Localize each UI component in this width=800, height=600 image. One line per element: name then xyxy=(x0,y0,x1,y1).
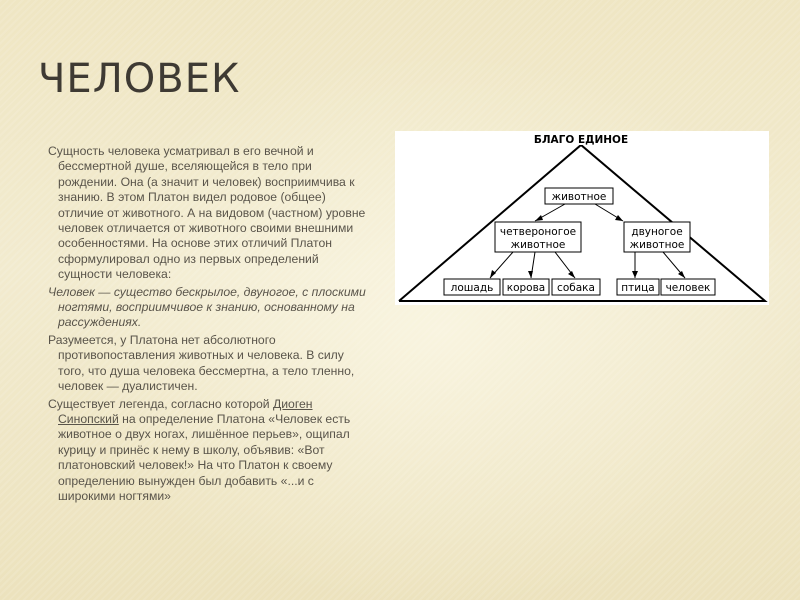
node-horse-label: лошадь xyxy=(450,282,494,294)
node-fourlegged-label-2: животное xyxy=(510,239,566,251)
node-animal-label: животное xyxy=(551,191,607,203)
node-twolegged-label-1: двуногое xyxy=(631,226,683,238)
arrowhead-fourlegged xyxy=(535,215,543,221)
paragraph-dualism xyxy=(48,333,368,395)
paragraph-essence xyxy=(48,144,368,283)
top-label: БЛАГО ЕДИНОЕ xyxy=(533,134,629,146)
arrowhead-bird xyxy=(632,271,638,278)
hierarchy-diagram xyxy=(395,131,769,305)
paragraph-legend-start: Существует легенда, согласно которой xyxy=(48,396,273,411)
node-dog-label: собака xyxy=(557,282,595,294)
node-twolegged-label-2: животное xyxy=(629,239,685,251)
paragraph-legend-end: на определение Платона «Человек есть животное о двух ногах, лишённое перьев», ощипал курицу и принёс к нему в школу, объявив: «Вот платоновский человек!» На что Платон к своему определению вынужден был добавить «...и с широкими ногтями» xyxy=(58,411,351,503)
arrowhead-dog xyxy=(568,271,575,278)
node-cow-label: корова xyxy=(506,282,546,294)
paragraph-essence-text: Сущность человека усматривал в его вечной и бессмертной душе, вселяющейся в тело при рождении. Она (а значит и человек) восприимчива к знанию. В этом Платон видел родовое (общее) отличие от животного. А на видовом (частном) уровне человек отличается от животного своими внешними особенностями. На основе этих отличий Платон сформулировал одно из первых определений сущности человека: xyxy=(48,144,366,282)
slide-title: ЧЕЛОВЕК xyxy=(38,56,241,102)
arrowhead-cow xyxy=(528,271,533,278)
hierarchy-diagram-svg xyxy=(395,131,769,305)
node-fourlegged-label-1: четвероногое xyxy=(499,226,577,238)
definition-quote-text: Человек — существо бескрылое, двуногое, с плоскими ногтями, восприимчивое к знанию, основанному на рассуждениях. xyxy=(48,284,366,330)
diogenes-link[interactable]: Диоген Синопский xyxy=(58,396,313,426)
arrowhead-human xyxy=(678,271,685,278)
paragraph-legend xyxy=(48,397,368,505)
arrowhead-twolegged xyxy=(615,215,623,221)
pyramid-outline xyxy=(399,145,765,301)
node-bird-label: птица xyxy=(621,282,655,294)
definition-quote xyxy=(48,285,368,331)
arrowhead-horse xyxy=(490,270,496,278)
body-text xyxy=(48,144,368,506)
node-human-label: человек xyxy=(665,282,711,294)
paragraph-dualism-text: Разумеется, у Платона нет абсолютного противопоставления животных и человека. В силу того, что душа человека бессмертна, а тело тленно, человек — дуалистичен. xyxy=(48,332,355,394)
